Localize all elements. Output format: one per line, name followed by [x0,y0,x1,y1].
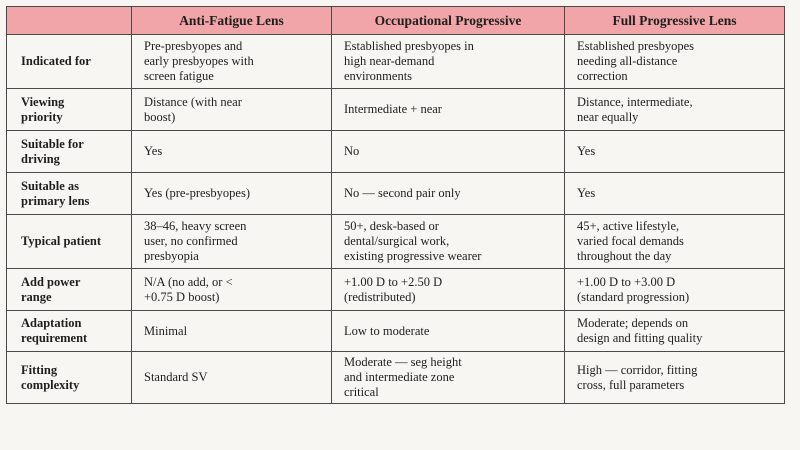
cell-full-progressive: +1.00 D to +3.00 D (standard progression) [565,269,785,311]
cell-full-progressive: Established presbyopes needing all-distance correction [565,35,785,89]
row-typical-patient [7,215,785,269]
cell-occupational: Intermediate + near [332,89,565,131]
row-label: Suitable as primary lens [7,173,132,215]
cell-occupational: Moderate — seg height and intermediate zone critical [332,352,565,404]
header-row [7,7,785,35]
cell-anti-fatigue: Standard SV [132,352,332,404]
cell-anti-fatigue: Minimal [132,311,332,352]
row-label: Typical patient [7,215,132,269]
header-corner [7,7,132,35]
header-occupational: Occupational Progressive [332,7,565,35]
row-indicated-for [7,35,785,89]
row-adaptation-requirement [7,311,785,352]
row-label: Adaptation requirement [7,311,132,352]
cell-anti-fatigue: Yes (pre-presbyopes) [132,173,332,215]
row-label: Viewing priority [7,89,132,131]
cell-occupational: 50+, desk-based or dental/surgical work, existing progressive wearer [332,215,565,269]
row-label: Fitting complexity [7,352,132,404]
header-full-progressive: Full Progressive Lens [565,7,785,35]
cell-occupational: +1.00 D to +2.50 D (redistributed) [332,269,565,311]
cell-occupational: Established presbyopes in high near-demand environments [332,35,565,89]
cell-full-progressive: Yes [565,173,785,215]
row-label: Indicated for [7,35,132,89]
cell-anti-fatigue: Pre-presbyopes and early presbyopes with screen fatigue [132,35,332,89]
cell-anti-fatigue: N/A (no add, or < +0.75 D boost) [132,269,332,311]
comparison-table [6,6,785,404]
row-suitable-as-primary [7,173,785,215]
cell-full-progressive: 45+, active lifestyle, varied focal demands throughout the day [565,215,785,269]
cell-full-progressive: Distance, intermediate, near equally [565,89,785,131]
row-viewing-priority [7,89,785,131]
row-label: Add power range [7,269,132,311]
row-suitable-for-driving [7,131,785,173]
cell-occupational: No — second pair only [332,173,565,215]
row-add-power-range [7,269,785,311]
cell-full-progressive: Yes [565,131,785,173]
cell-full-progressive: Moderate; depends on design and fitting quality [565,311,785,352]
cell-anti-fatigue: Yes [132,131,332,173]
header-anti-fatigue: Anti-Fatigue Lens [132,7,332,35]
cell-occupational: No [332,131,565,173]
cell-anti-fatigue: Distance (with near boost) [132,89,332,131]
row-fitting-complexity [7,352,785,404]
cell-anti-fatigue: 38–46, heavy screen user, no confirmed presbyopia [132,215,332,269]
cell-full-progressive: High — corridor, fitting cross, full parameters [565,352,785,404]
cell-occupational: Low to moderate [332,311,565,352]
row-label: Suitable for driving [7,131,132,173]
